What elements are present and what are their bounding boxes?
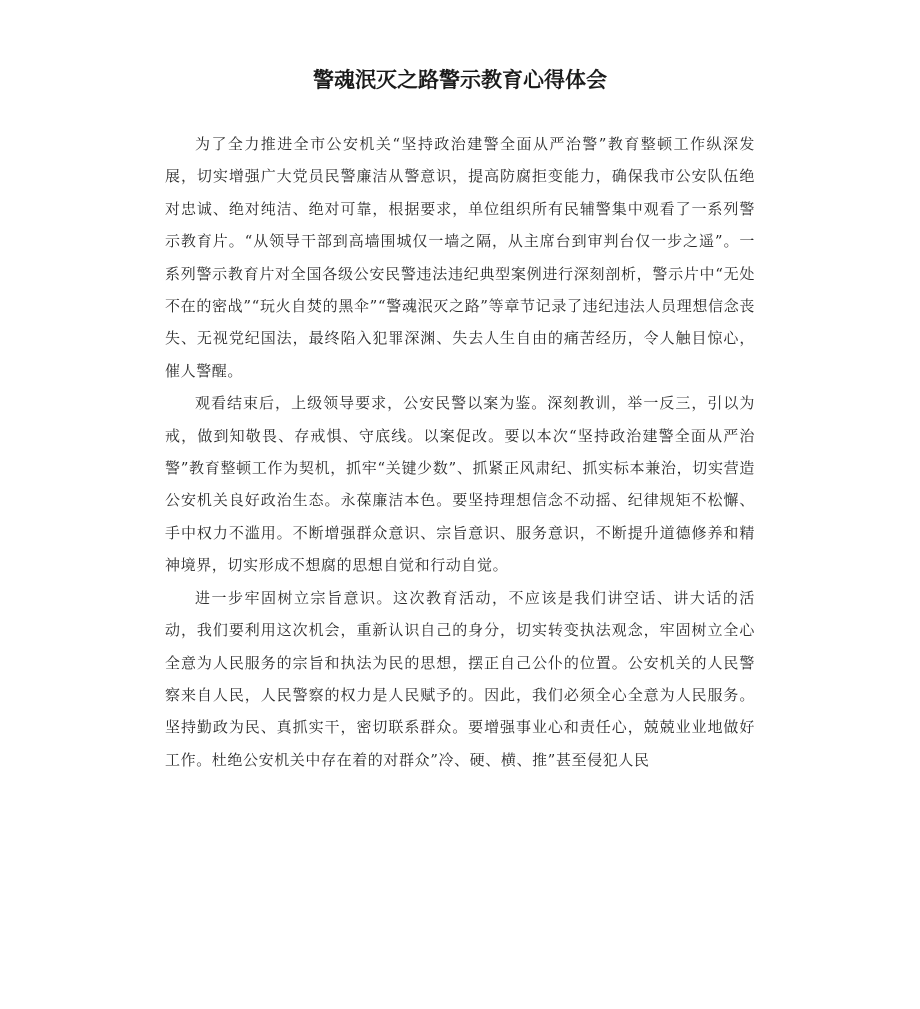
- document-body: [165, 128, 755, 776]
- paragraph-1: 为了全力推进全市公安机关“坚持政治建警全面从严治警”教育整顿工作纵深发展，切实增强广大党员民警廉洁从警意识，提高防腐拒变能力，确保我市公安队伍绝对忠诚、绝对纯洁、绝对可靠，根据要求，单位组织所有民辅警集中观看了一系列警示教育片。“从领导干部到高墙围城仅一墙之隔，从主席台到审判台仅一步之遥”。一系列警示教育片对全国各级公安民警违法违纪典型案例进行深刻剖析，警示片中“无处不在的密战”“玩火自焚的黑伞”“警魂泯灭之路”等章节记录了违纪违法人员理想信念丧失、无视党纪国法，最终陷入犯罪深渊、失去人生自由的痛苦经历，令人触目惊心，催人警醒。: [165, 135, 755, 380]
- paragraph-2: 观看结束后，上级领导要求，公安民警以案为鉴。深刻教训，举一反三，引以为戒，做到知敬畏、存戒惧、守底线。以案促改。要以本次“坚持政治建警全面从严治警”教育整顿工作为契机，抓牢“关键少数”、抓紧正风肃纪、抓实标本兼治，切实营造公安机关良好政治生态。永葆廉洁本色。要坚持理想信念不动摇、纪律规矩不松懈、手中权力不滥用。不断增强群众意识、宗旨意识、服务意识，不断提升道德修养和精神境界，切实形成不想腐的思想自觉和行动自觉。: [165, 394, 755, 575]
- page-title: 警魂泯灭之路警示教育心得体会: [313, 68, 607, 92]
- paragraph-3: 进一步牢固树立宗旨意识。这次教育活动，不应该是我们讲空话、讲大话的活动，我们要利用这次机会，重新认识自己的身分，切实转变执法观念，牢固树立全心全意为人民服务的宗旨和执法为民的思想，摆正自己公仆的位置。公安机关的人民警察来自人民，人民警察的权力是人民赋予的。因此，我们必须全心全意为人民服务。坚持勤政为民、真抓实干，密切联系群众。要增强事业心和责任心，兢兢业业地做好工作。杜绝公安机关中存在着的对群众”冷、硬、横、推”甚至侵犯人民: [165, 588, 755, 769]
